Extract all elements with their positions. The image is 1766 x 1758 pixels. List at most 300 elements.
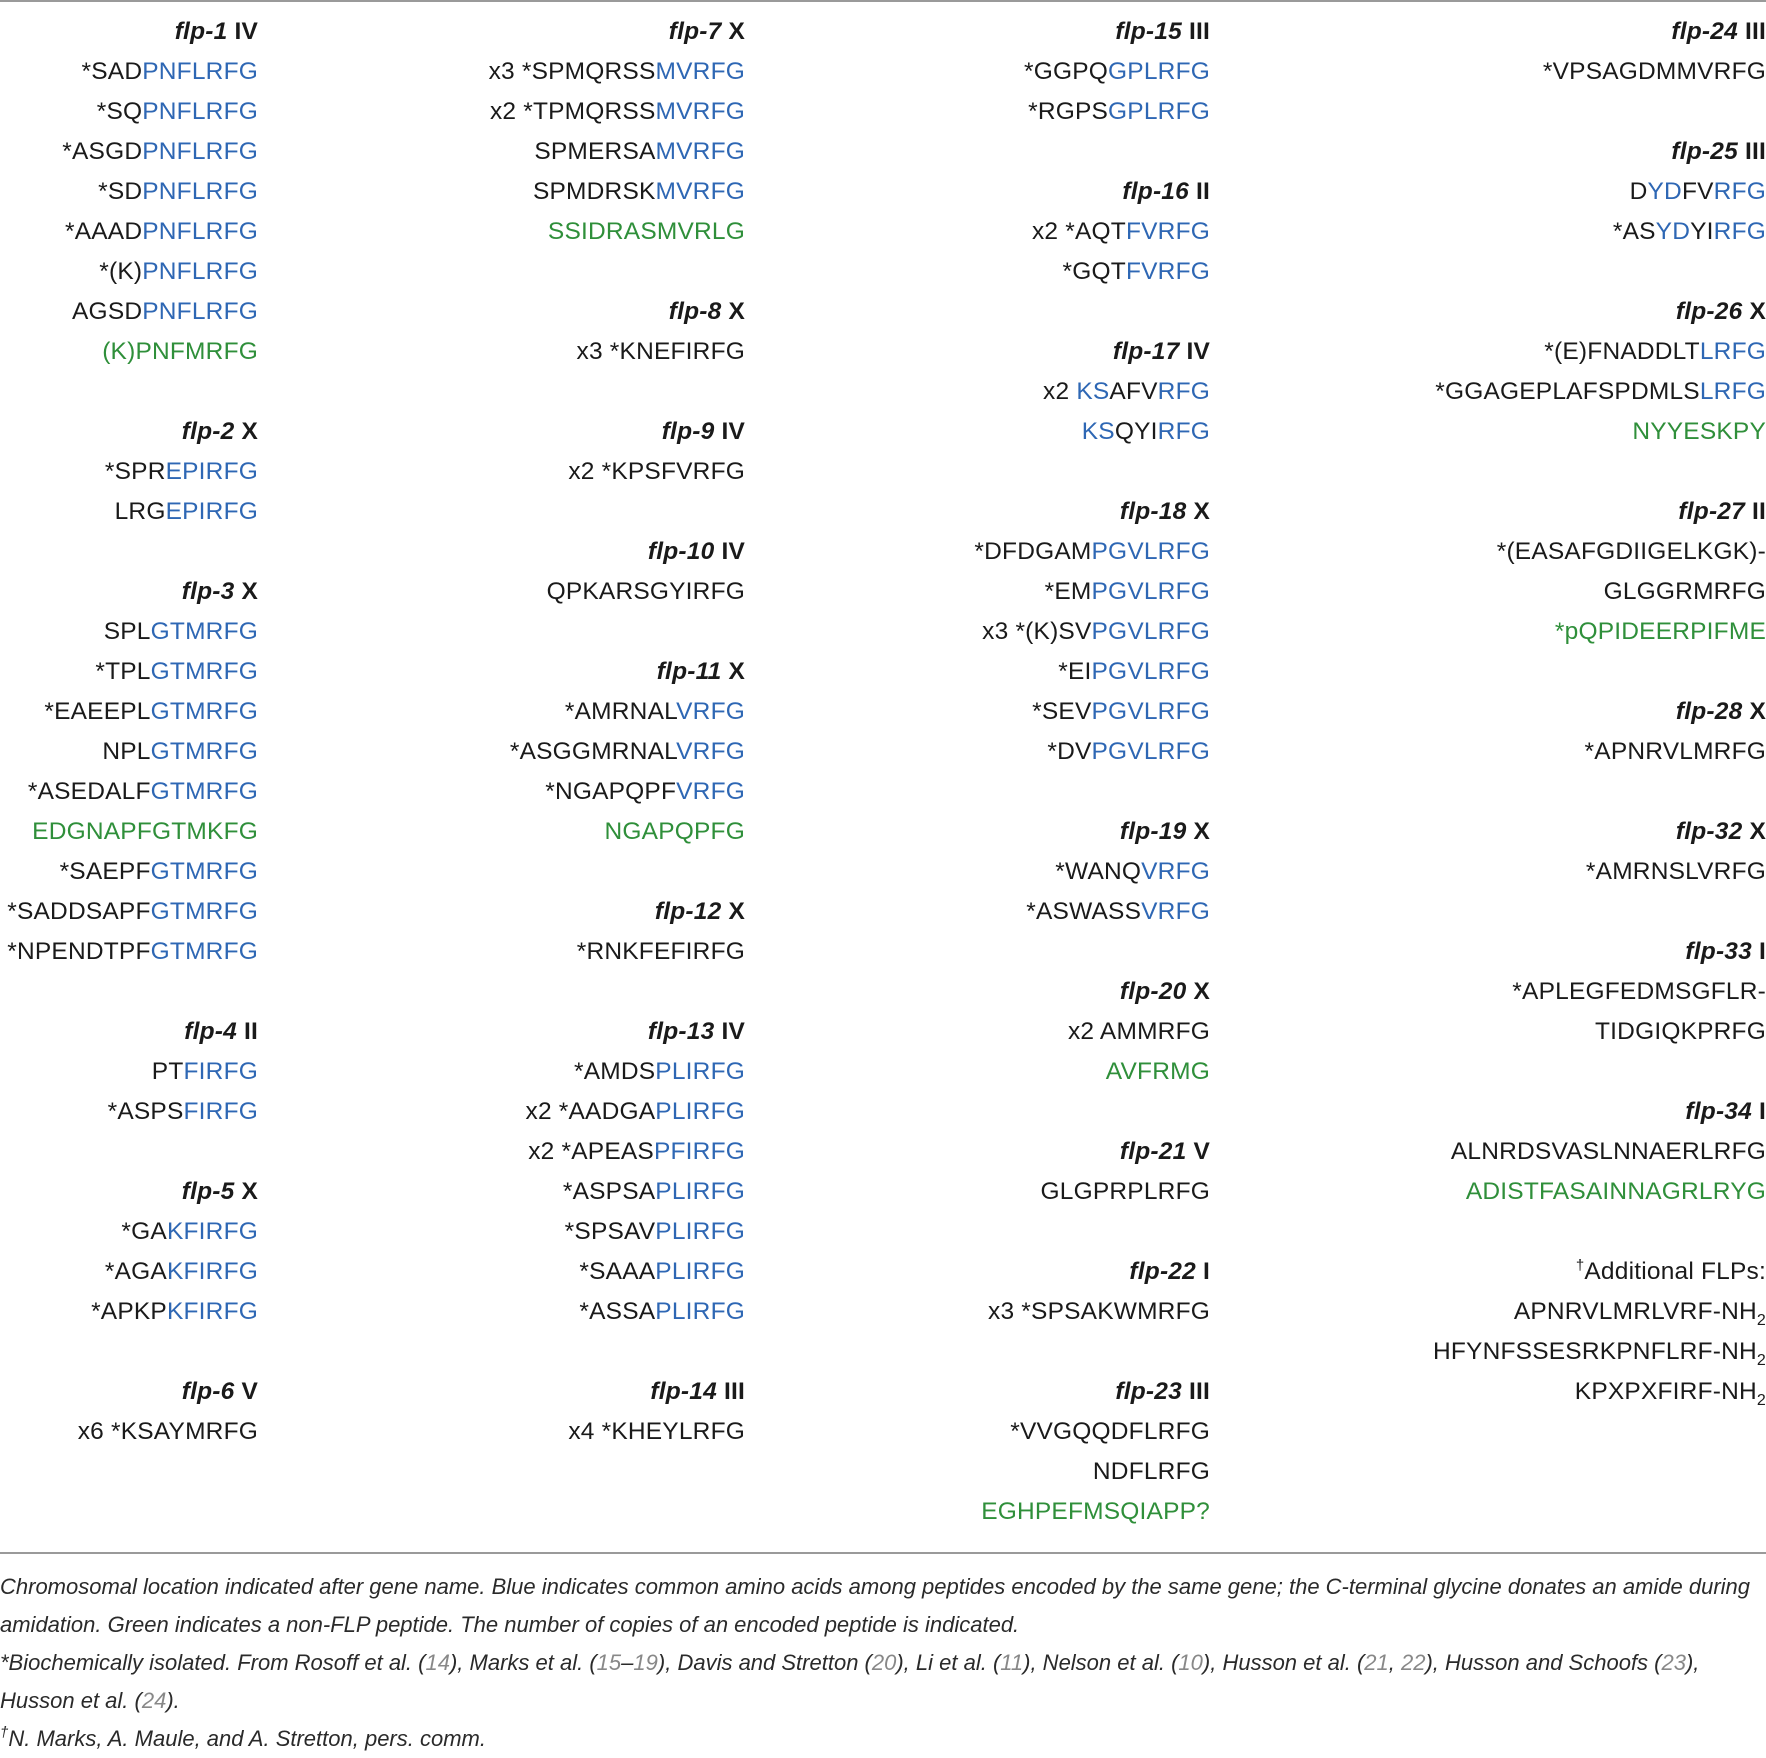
gene-heading [1433,1092,1766,1132]
residues: *GQT [1062,258,1126,285]
footnote-text: , [1388,1650,1401,1675]
peptide-sequence [974,52,1210,92]
residues: x2 *AADGA [525,1098,656,1125]
residues: YI [1690,218,1714,245]
residues: *TPL [95,658,151,685]
shared-residues: PLIRFG [655,1058,745,1085]
gene-block [974,332,1210,452]
gene-heading [489,892,745,932]
shared-residues: GTMRFG [150,898,258,925]
peptide-sequence [7,252,258,292]
footnote-legend: Chromosomal location indicated after gene name. Blue indicates common amino acids among peptides encoded by the same gene; the C-terminal glycine donates an amide during amidation. Green indicates a non-FLP peptide. The number of copies of an encoded peptide is indicated. [0,1574,1751,1637]
shared-residues: LRFG [1699,378,1766,405]
shared-residues: GTMRFG [150,658,258,685]
peptide-sequence [1433,412,1766,452]
non-flp-peptide: ADISTFASAINNAGRLRYG [1465,1178,1766,1205]
residues: *AGA [104,1258,167,1285]
top-rule [0,0,1766,2]
block-spacer [974,932,1210,972]
peptide-sequence [489,1412,745,1452]
peptide-sequence [974,572,1210,612]
block-spacer [489,852,745,892]
chromosome-label: II [1751,498,1766,525]
gene-name: flp-15 [1115,18,1182,45]
peptide-sequence [7,1412,258,1452]
peptide-sequence [489,1252,745,1292]
gene-name: flp-10 [647,538,715,565]
residues: x2 [1043,378,1077,405]
block-spacer [489,492,745,532]
peptide-sequence [7,692,258,732]
column-1 [7,12,258,1452]
residues: D [1629,178,1648,205]
shared-residues: LRFG [1699,338,1766,365]
shared-residues: PGVLRFG [1091,538,1210,565]
chromosome-label: X [1193,818,1210,845]
shared-residues: PNFLRFG [142,298,258,325]
gene-block [7,1372,258,1452]
column-4 [1433,12,1766,1412]
chromosome-label: II [243,1018,258,1045]
peptide-sequence [7,92,258,132]
gene-heading [7,412,258,452]
peptide-sequence [489,772,745,812]
residues: *SAAA [579,1258,656,1285]
shared-residues: GTMRFG [150,858,258,885]
peptide-sequence [1433,372,1766,412]
peptide-sequence [7,332,258,372]
residues: FV [1681,178,1714,205]
gene-heading [1433,812,1766,852]
peptide-sequence [7,212,258,252]
shared-residues: RFG [1713,178,1766,205]
chromosome-label: X [728,18,745,45]
gene-name: flp-34 [1685,1098,1752,1125]
reference-number: 23 [1661,1650,1686,1675]
peptide-sequence [974,1412,1210,1452]
block-spacer [974,452,1210,492]
peptide-sequence [1433,732,1766,772]
shared-residues: PGVLRFG [1091,578,1210,605]
residues: *GA [121,1218,167,1245]
residues: x2 *TPMQRSS [489,98,656,125]
residues: *AAAD [64,218,143,245]
peptide-sequence [489,1172,745,1212]
gene-heading [489,652,745,692]
gene-block [489,292,745,372]
shared-residues: PFIRFG [653,1138,745,1165]
residues: QYI [1114,418,1158,445]
peptide-sequence [489,732,745,772]
residues: *VVGQQDFLRFG [1010,1418,1210,1445]
block-spacer [489,612,745,652]
gene-block [974,492,1210,772]
shared-residues: VRFG [676,698,745,725]
footnote-text: *Biochemically isolated. From Rosoff et al. ( [0,1650,426,1675]
peptide-sequence [1433,332,1766,372]
gene-block [1433,492,1766,652]
residues: GLGPRPLRFG [1040,1178,1210,1205]
residues: *AMRNAL [564,698,677,725]
residues: *(K) [99,258,143,285]
peptide-sequence [7,652,258,692]
gene-name: flp-12 [654,898,722,925]
gene-name: flp-21 [1119,1138,1187,1165]
gene-heading [974,972,1210,1012]
gene-heading [974,1132,1210,1172]
chromosome-label: X [728,298,745,325]
peptide-sequence [7,492,258,532]
gene-block [7,1012,258,1132]
residues: *AS [1612,218,1656,245]
reference-number: 11 [1000,1650,1024,1675]
gene-name: flp-13 [647,1018,715,1045]
gene-name: flp-17 [1112,338,1180,365]
peptide-sequence [489,692,745,732]
chromosome-label: III [1744,138,1766,165]
peptide-sequence [7,932,258,972]
shared-residues: PNFLRFG [142,258,258,285]
block-spacer [489,1332,745,1372]
residues: *(EASAFGDIIGELKGK)- [1496,538,1766,565]
additional-flp-item: HFYNFSSESRKPNFLRF-$NH_2$ [1433,1338,1766,1369]
residues: x2 *APEAS [528,1138,654,1165]
gene-block [1433,692,1766,772]
shared-residues: FVRFG [1125,258,1210,285]
reference-number: 15 [596,1650,622,1675]
gene-block [489,532,745,612]
additional-flps-block [1433,1252,1766,1412]
table-footnotes [0,1568,1766,1758]
residues: *SAD [81,58,143,85]
gene-block [1433,812,1766,892]
gene-block [974,812,1210,932]
gene-heading [7,572,258,612]
gene-block [1433,932,1766,1052]
peptide-sequence [974,412,1210,452]
additional-title-text: Additional FLPs: [1584,1258,1766,1285]
chromosome-label: X [1193,498,1210,525]
residues: *ASGGMRNAL [509,738,677,765]
residues: x3 *SPMQRSS [488,58,656,85]
peptide-sequence [974,732,1210,772]
peptide-sequence [489,452,745,492]
peptide-sequence [974,92,1210,132]
peptide-sequence [1433,852,1766,892]
shared-residues: FIRFG [183,1058,258,1085]
block-spacer [974,1332,1210,1372]
shared-residues: PNFLRFG [142,178,258,205]
gene-heading [7,12,258,52]
block-spacer [7,972,258,1012]
gene-heading [974,492,1210,532]
residues: x2 *AQT [1031,218,1126,245]
block-spacer [1433,252,1766,292]
gene-block [974,1252,1210,1332]
gene-block [7,412,258,532]
gene-block [489,1012,745,1332]
gene-heading [974,332,1210,372]
non-flp-peptide: (K)PNFMRFG [102,338,258,365]
shared-residues: MVRFG [655,98,745,125]
chromosome-label: X [241,1178,258,1205]
non-flp-peptide: EDGNAPFGTMKFG [32,818,258,845]
residues: x2 AMMRFG [1067,1018,1210,1045]
chromosome-label: IV [234,18,258,45]
peptide-sequence [974,852,1210,892]
shared-residues: PNFLRFG [142,218,258,245]
block-spacer [7,532,258,572]
residues: *ASSA [579,1298,656,1325]
shared-residues: VRFG [676,778,745,805]
gene-name: flp-11 [656,658,722,685]
gene-block [1433,132,1766,252]
gene-heading [974,1372,1210,1412]
non-flp-peptide: AVFRMG [1105,1058,1210,1085]
block-spacer [1433,452,1766,492]
shared-residues: PGVLRFG [1091,738,1210,765]
residues: *(E)FNADDLT [1544,338,1700,365]
block-spacer [1433,92,1766,132]
chromosome-label: II [1195,178,1210,205]
peptide-sequence [489,332,745,372]
peptide-sequence [489,812,745,852]
peptide-sequence [974,652,1210,692]
peptide-sequence [974,1492,1210,1532]
gene-name: flp-18 [1119,498,1187,525]
peptide-sequence [974,1292,1210,1332]
chromosome-label: X [1193,978,1210,1005]
peptide-sequence [7,1092,258,1132]
peptide-sequence [7,132,258,172]
shared-residues: KS [1081,418,1115,445]
peptide-sequence [7,812,258,852]
shared-residues: PGVLRFG [1091,698,1210,725]
peptide-sequence [489,1132,745,1172]
gene-heading [974,172,1210,212]
peptide-sequence [7,772,258,812]
residues: x6 *KSAYMRFG [77,1418,258,1445]
gene-name: flp-19 [1119,818,1187,845]
shared-residues: GTMRFG [150,938,258,965]
gene-heading [489,1372,745,1412]
shared-residues: FVRFG [1125,218,1210,245]
footnote-text: ), Husson et al. ( [0,1650,1700,1713]
reference-number: 10 [1178,1650,1203,1675]
gene-heading [489,292,745,332]
residues: *APLEGFEDMSGFLR- [1512,978,1766,1005]
residues: x2 *KPSFVRFG [568,458,745,485]
peptide-sequence [489,212,745,252]
peptide-sequence [974,1012,1210,1052]
residues: NDFLRFG [1092,1458,1210,1485]
gene-heading [974,12,1210,52]
chromosome-label: V [1193,1138,1210,1165]
peptide-sequence [1433,612,1766,652]
footnote-text: ), Husson et al. ( [1202,1650,1365,1675]
residues: AFV [1109,378,1158,405]
gene-block [1433,292,1766,452]
residues: LRG [114,498,166,525]
gene-name: flp-25 [1671,138,1738,165]
gene-name: flp-20 [1119,978,1187,1005]
shared-residues: RFG [1157,418,1210,445]
footnote-text: ), Marks et al. ( [449,1650,597,1675]
peptide-sequence [489,92,745,132]
footnote-references [0,1644,1766,1720]
block-spacer [1433,772,1766,812]
shared-residues: PNFLRFG [142,58,258,85]
peptide-sequence [974,1052,1210,1092]
peptide-sequence [7,452,258,492]
peptide-sequence [1433,1172,1766,1212]
peptide-sequence [1433,52,1766,92]
footnote-text: – [621,1650,634,1675]
shared-residues: GTMRFG [150,698,258,725]
residues: *AMRNSLVRFG [1585,858,1766,885]
gene-name: flp-28 [1675,698,1743,725]
gene-heading [1433,492,1766,532]
gene-block [1433,1092,1766,1212]
gene-heading [1433,692,1766,732]
residues: *SD [98,178,143,205]
reference-number: 22 [1401,1650,1426,1675]
block-spacer [7,1132,258,1172]
residues: QPKARSGYIRFG [546,578,745,605]
gene-name: flp-27 [1678,498,1745,525]
residues: TIDGIQKPRFG [1595,1018,1766,1045]
non-flp-peptide: NYYESKPY [1632,418,1766,445]
chromosome-label: IV [721,418,745,445]
block-spacer [1433,892,1766,932]
gene-block [974,972,1210,1092]
gene-name: flp-16 [1122,178,1189,205]
gene-name: flp-1 [174,18,228,45]
gene-name: flp-14 [650,1378,717,1405]
gene-heading [489,1012,745,1052]
peptide-sequence [489,572,745,612]
residues: *SADDSAPF [7,898,151,925]
gene-block [1433,12,1766,92]
gene-name: flp-24 [1671,18,1738,45]
shared-residues: PLIRFG [655,1258,745,1285]
non-flp-peptide: SSIDRASMVRLG [547,218,745,245]
footnote-text: ), Davis and Stretton ( [657,1650,872,1675]
peptide-sequence [1433,972,1766,1012]
residues: x4 *KHEYLRFG [568,1418,745,1445]
shared-residues: GPLRFG [1108,58,1210,85]
block-spacer [1433,1052,1766,1092]
peptide-sequence [7,1052,258,1092]
reference-number: 24 [141,1688,167,1713]
gene-heading [1433,932,1766,972]
chromosome-label: III [1188,1378,1210,1405]
residues: *ASPS [107,1098,184,1125]
peptide-sequence [974,892,1210,932]
shared-residues: KFIRFG [166,1298,258,1325]
footnote-text: ). [166,1688,180,1713]
peptide-sequence [7,1252,258,1292]
gene-block [7,1172,258,1332]
footnote-text: ), Nelson et al. ( [1023,1650,1179,1675]
peptide-sequence [489,1292,745,1332]
block-spacer [974,292,1210,332]
chromosome-label: X [1749,298,1766,325]
block-spacer [974,1092,1210,1132]
gene-name: flp-4 [184,1018,237,1045]
gene-heading [489,532,745,572]
footnote-text: ), Li et al. ( [896,1650,1001,1675]
chromosome-label: X [1749,818,1766,845]
reference-number: 20 [871,1650,897,1675]
chromosome-label: I [1202,1258,1210,1285]
residues: *APKP [91,1298,167,1325]
footnote-rule [0,1552,1766,1554]
peptide-sequence [489,132,745,172]
additional-flps-title [1433,1252,1766,1292]
chromosome-label: X [728,658,745,685]
peptide-sequence [7,1212,258,1252]
peptide-sequence [489,172,745,212]
residues: *AMDS [573,1058,656,1085]
chromosome-label: X [241,418,258,445]
residues: *ASEDALF [27,778,151,805]
peptide-sequence [7,612,258,652]
chromosome-label: X [241,578,258,605]
block-spacer [489,252,745,292]
gene-heading [7,1172,258,1212]
residues: *RGPS [1028,98,1109,125]
residues: *SEV [1032,698,1092,725]
shared-residues: VRFG [1141,858,1210,885]
chromosome-label: IV [721,1018,745,1045]
residues: ALNRDSVASLNNAERLRFG [1450,1138,1766,1165]
residues: x3 *(K)SV [982,618,1092,645]
non-flp-peptide: EGHPEFMSQIAPP? [981,1498,1210,1525]
gene-name: flp-8 [668,298,722,325]
gene-block [489,412,745,492]
reference-number: 21 [1364,1650,1389,1675]
peptide-sequence [974,612,1210,652]
chromosome-label: III [1744,18,1766,45]
peptide-sequence [489,52,745,92]
footnote-personal-communication: †N. Marks, A. Maule, and A. Stretton, pers. comm. [0,1724,486,1751]
peptide-sequence [1433,532,1766,572]
chromosome-label: I [1758,1098,1766,1125]
peptide-sequence [7,732,258,772]
block-spacer [974,772,1210,812]
peptide-sequence [7,852,258,892]
chromosome-label: I [1758,938,1766,965]
peptide-sequence [974,1172,1210,1212]
peptide-sequence [7,1292,258,1332]
residues: PT [151,1058,184,1085]
residues: *GGAGEPLAFSPDMLS [1435,378,1700,405]
chromosome-label: X [1749,698,1766,725]
shared-residues: PGVLRFG [1091,658,1210,685]
peptide-sequence [489,1092,745,1132]
peptide-sequence [1433,172,1766,212]
residues: SPMERSA [534,138,656,165]
peptide-sequence [1433,212,1766,252]
shared-residues: PLIRFG [655,1218,745,1245]
gene-block [7,12,258,372]
block-spacer [7,1332,258,1372]
residues: *VPSAGDMMVRFG [1542,58,1766,85]
shared-residues: VRFG [1141,898,1210,925]
shared-residues: PNFLRFG [142,138,258,165]
peptide-sequence [7,52,258,92]
